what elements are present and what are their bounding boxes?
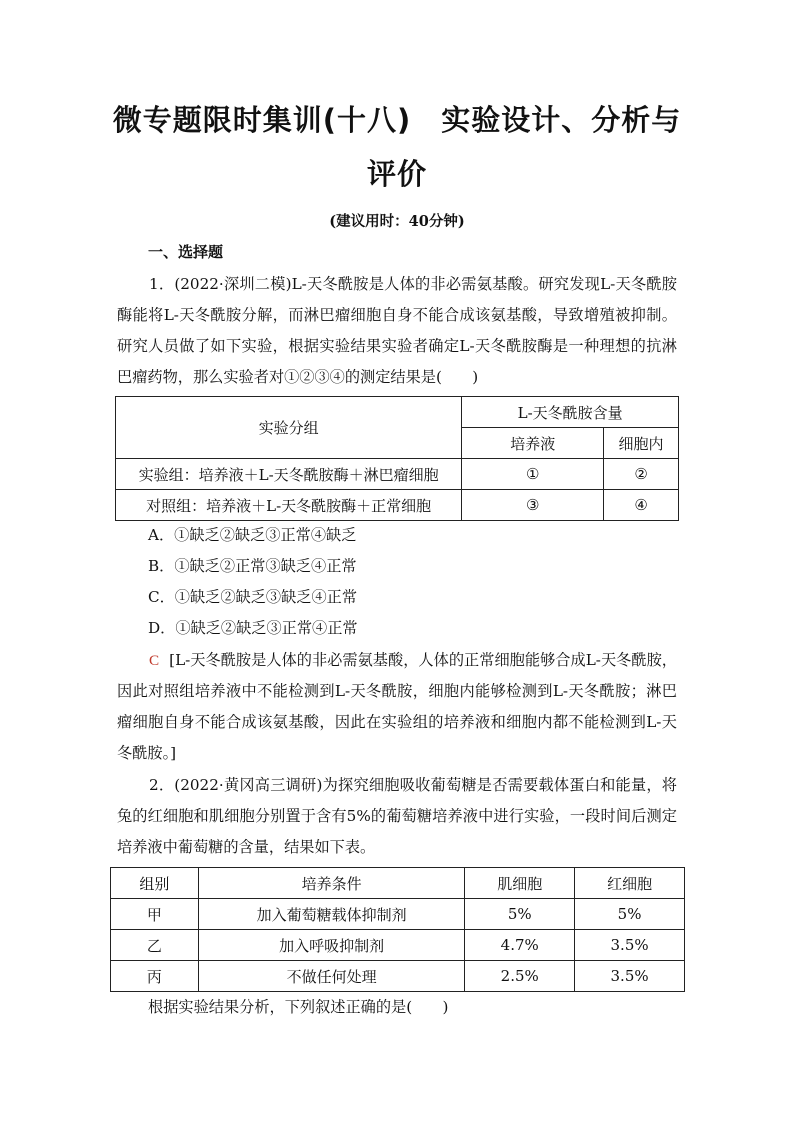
table2-cell: 3.5%: [575, 930, 685, 961]
table2-header: 肌细胞: [465, 868, 575, 899]
table2-cell: 4.7%: [465, 930, 575, 961]
table1-cell: ①: [462, 459, 604, 490]
table-row: [116, 490, 679, 521]
table2-cell: 不做任何处理: [198, 961, 464, 992]
table-row: [111, 961, 685, 992]
table1-cell: ④: [604, 490, 679, 521]
table2-cell: 3.5%: [575, 961, 685, 992]
table2-cell: 加入葡萄糖载体抑制剂: [198, 899, 464, 930]
table2-cell: 乙: [111, 930, 199, 961]
question-2-table: [110, 867, 685, 992]
table1-content-header: L-天冬酰胺含量: [462, 397, 679, 428]
question-2-text: 2．(2022·黄冈高三调研)为探究细胞吸收葡萄糖是否需要载体蛋白和能量，将兔的红细胞和肌细胞分别置于含有5%的葡萄糖培养液中进行实验，一段时间后测定培养液中葡萄糖的含量，结果如下表。: [117, 776, 677, 856]
table1-cell: ③: [462, 490, 604, 521]
table2-header: 培养条件: [198, 868, 464, 899]
question-1-answer: [117, 645, 677, 769]
time-suggestion: (建议用时：40分钟): [329, 213, 465, 230]
option-a: A．①缺乏②缺乏③正常④缺乏: [148, 526, 357, 544]
table2-cell: 加入呼吸抑制剂: [198, 930, 464, 961]
page-title-line1: 微专题限时集训(十八) 实验设计、分析与: [112, 103, 682, 137]
table-row: [116, 459, 679, 490]
table2-header: 红细胞: [575, 868, 685, 899]
table2-cell: 丙: [111, 961, 199, 992]
table1-group-header: 实验分组: [116, 397, 462, 459]
table-header-row: [111, 868, 685, 899]
question-2-prompt: 根据实验结果分析，下列叙述正确的是( ): [148, 998, 449, 1016]
answer-explanation: [L-天冬酰胺是人体的非必需氨基酸，人体的正常细胞能够合成L-天冬酰胺，因此对照组培养液中不能检测到L-天冬酰胺，细胞内能够检测到L-天冬酰胺；淋巴瘤细胞自身不能合成该氨基酸，因此在实验组的培养液和细胞内都不能检测到L-天冬酰胺。]: [117, 651, 677, 762]
option-b: B．①缺乏②正常③缺乏④正常: [148, 557, 357, 575]
table2-cell: 甲: [111, 899, 199, 930]
option-c: C．①缺乏②缺乏③缺乏④正常: [148, 588, 358, 606]
section-heading: 一、选择题: [148, 243, 224, 261]
question-1-text: 1．(2022·深圳二模)L-天冬酰胺是人体的非必需氨基酸。研究发现L-天冬酰胺酶能将L-天冬酰胺分解，而淋巴瘤细胞自身不能合成该氨基酸，导致增殖被抑制。研究人员做了如下实验，根据实验结果实验者确定L-天冬酰胺酶是一种理想的抗淋巴瘤药物，那么实验者对①②③④的测定结果是( ): [117, 275, 677, 386]
table1-col-medium: 培养液: [462, 428, 604, 459]
table2-header: 组别: [111, 868, 199, 899]
table1-cell: 实验组：培养液＋L-天冬酰胺酶＋淋巴瘤细胞: [116, 459, 462, 490]
table-row: [111, 899, 685, 930]
table2-cell: 5%: [465, 899, 575, 930]
page-title-line2: 评价: [366, 157, 427, 191]
table1-cell: 对照组：培养液＋L-天冬酰胺酶＋正常细胞: [116, 490, 462, 521]
question-1-table: [115, 396, 679, 521]
table2-cell: 2.5%: [465, 961, 575, 992]
table1-col-intracellular: 细胞内: [604, 428, 679, 459]
table1-cell: ②: [604, 459, 679, 490]
table2-cell: 5%: [575, 899, 685, 930]
answer-letter: C: [149, 652, 160, 669]
table-row: [111, 930, 685, 961]
option-d: D．①缺乏②缺乏③正常④正常: [148, 619, 358, 637]
